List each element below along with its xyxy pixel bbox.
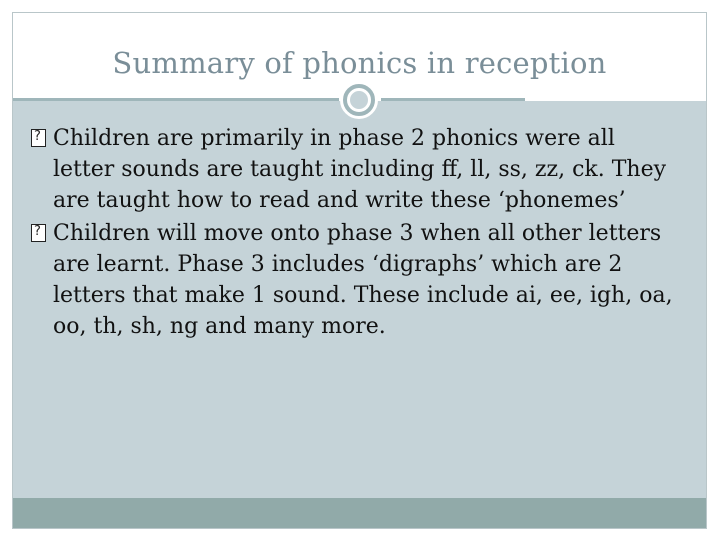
bullet-text: Children will move onto phase 3 when all other letters are learnt. Phase 3 includes ‘digraphs’ which are 2 letters that make 1 sound. These include ai, ee, igh, oa, oo, th, sh, ng and many more. bbox=[53, 221, 673, 339]
ring-inner bbox=[347, 88, 371, 112]
bullet-item bbox=[31, 218, 681, 342]
divider-line-left bbox=[13, 98, 339, 101]
bullet-list bbox=[31, 123, 681, 344]
missing-glyph-box-icon bbox=[31, 129, 46, 147]
content-panel bbox=[13, 101, 706, 498]
footer-bar bbox=[13, 498, 706, 528]
bullet-item bbox=[31, 123, 681, 216]
ring-icon bbox=[340, 81, 378, 119]
missing-glyph-box-icon bbox=[31, 224, 46, 242]
bullet-text: Children are primarily in phase 2 phonics were all letter sounds are taught including ff, ll, ss, zz, ck. They are taught how to read and write these ‘phonemes’ bbox=[53, 126, 667, 213]
slide-title: Summary of phonics in reception bbox=[112, 46, 607, 80]
divider-line-right bbox=[381, 98, 525, 101]
